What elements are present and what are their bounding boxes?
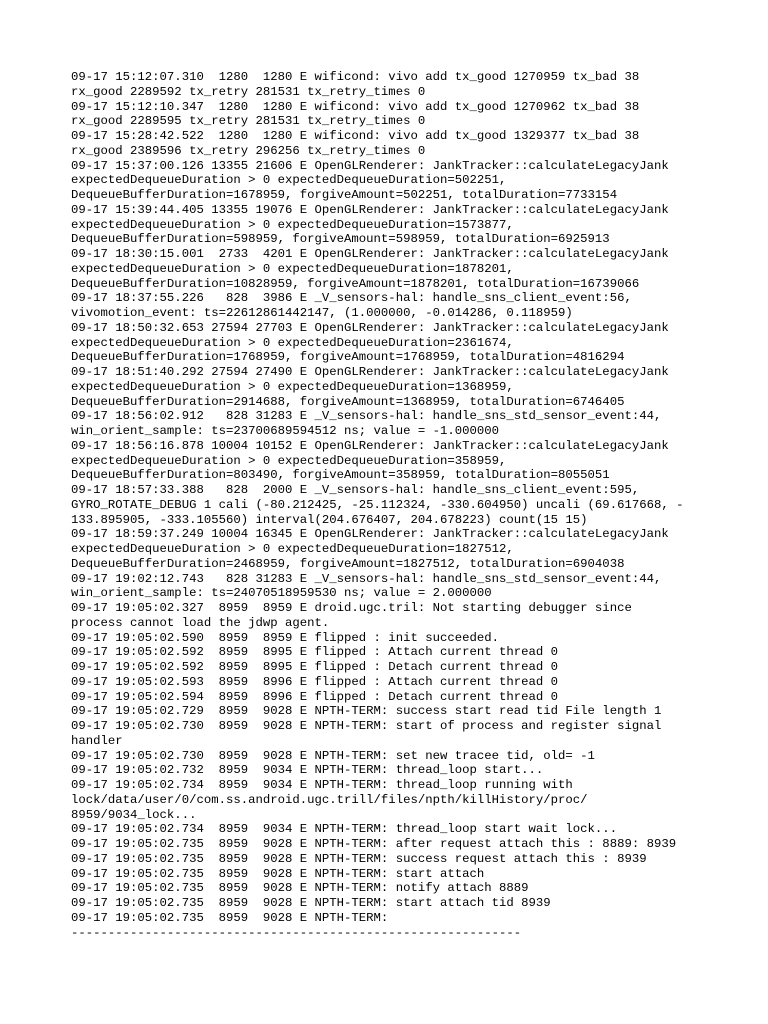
log-line: handler	[71, 733, 123, 748]
log-line: win_orient_sample: ts=24070518959530 ns; value = 2.000000	[71, 586, 492, 601]
log-line: DequeueBufferDuration=10828959, forgiveAmount=1878201, totalDuration=16739066	[71, 276, 640, 291]
log-line: expectedDequeueDuration > 0 expectedDequeueDuration=1573877,	[71, 217, 514, 232]
log-line: 09-17 18:51:40.292 27594 27490 E OpenGLRenderer: JankTracker::calculateLegacyJank	[71, 365, 669, 379]
log-line: expectedDequeueDuration > 0 expectedDequeueDuration=502251,	[71, 173, 507, 188]
log-line: 09-17 15:28:42.522 1280 1280 E wificond: vivo add tx_good 1329377 tx_bad 38	[71, 129, 640, 143]
log-line: DequeueBufferDuration=2914688, forgiveAmount=1368959, totalDuration=6746405	[71, 394, 625, 409]
log-line: expectedDequeueDuration > 0 expectedDequeueDuration=358959,	[71, 453, 507, 468]
log-line: 09-17 19:05:02.735 8959 9028 E NPTH-TERM: start attach tid 8939	[71, 896, 551, 910]
log-line: 09-17 18:37:55.226 828 3986 E _V_sensors-hal: handle_sns_client_event:56,	[71, 291, 632, 306]
log-line: rx_good 2289592 tx_retry 281531 tx_retry_times 0	[71, 84, 426, 99]
log-line: 09-17 18:56:16.878 10004 10152 E OpenGLRenderer: JankTracker::calculateLegacyJank	[71, 438, 669, 453]
log-line: 09-17 18:50:32.653 27594 27703 E OpenGLRenderer: JankTracker::calculateLegacyJank	[71, 320, 669, 335]
log-line: expectedDequeueDuration > 0 expectedDequeueDuration=1827512,	[71, 542, 514, 556]
log-line: 09-17 19:05:02.730 8959 9028 E NPTH-TERM: set new tracee tid, old= -1	[71, 748, 595, 763]
log-line: 09-17 19:05:02.735 8959 9028 E NPTH-TERM: after request attach this : 8889: 8939	[71, 837, 677, 851]
log-line: vivomotion_event: ts=22612861442147, (1.000000, -0.014286, 0.118959)	[71, 306, 573, 320]
log-line: 09-17 19:05:02.734 8959 9034 E NPTH-TERM: thread_loop running with	[71, 778, 573, 792]
log-line: 09-17 19:05:02.729 8959 9028 E NPTH-TERM: success start read tid File length 1	[71, 704, 662, 719]
log-line: lock/data/user/0/com.ss.android.ugc.trill/files/npth/killHistory/proc/	[71, 792, 588, 807]
log-line: 09-17 19:05:02.735 8959 9028 E NPTH-TERM:	[71, 910, 389, 925]
log-line: DequeueBufferDuration=598959, forgiveAmount=598959, totalDuration=6925913	[71, 232, 610, 247]
log-line: 09-17 19:05:02.735 8959 9028 E NPTH-TERM: start attach	[71, 866, 485, 881]
log-line: 09-17 15:39:44.405 13355 19076 E OpenGLRenderer: JankTracker::calculateLegacyJank	[71, 202, 669, 217]
log-line: win_orient_sample: ts=23700689594512 ns; value = -1.000000	[71, 424, 500, 438]
log-line: 09-17 18:56:02.912 828 31283 E _V_sensors-hal: handle_sns_std_sensor_event:44,	[71, 409, 662, 424]
log-line: 09-17 18:57:33.388 828 2000 E _V_sensors-hal: handle_sns_client_event:595,	[71, 483, 640, 497]
log-line: 09-17 19:05:02.735 8959 9028 E NPTH-TERM: success request attach this : 8939	[71, 851, 647, 866]
log-line: 09-17 19:05:02.594 8959 8996 E flipped : Detach current thread 0	[71, 689, 559, 704]
log-line: 09-17 18:59:37.249 10004 16345 E OpenGLRenderer: JankTracker::calculateLegacyJank	[71, 527, 669, 542]
log-line: 09-17 18:30:15.001 2733 4201 E OpenGLRenderer: JankTracker::calculateLegacyJank	[71, 247, 669, 261]
log-line: 09-17 19:05:02.327 8959 8959 E droid.ugc.tril: Not starting debugger since	[71, 601, 632, 615]
log-line: 09-17 15:12:07.310 1280 1280 E wificond: vivo add tx_good 1270959 tx_bad 38	[71, 70, 640, 84]
log-line: GYRO_ROTATE_DEBUG 1 cali (-80.212425, -25.112324, -330.604950) uncali (69.617668, -	[71, 497, 684, 512]
log-line: rx_good 2389596 tx_retry 296256 tx_retry_times 0	[71, 143, 426, 158]
log-line: expectedDequeueDuration > 0 expectedDequeueDuration=1368959,	[71, 379, 514, 394]
log-line: 09-17 15:37:00.126 13355 21606 E OpenGLRenderer: JankTracker::calculateLegacyJank	[71, 158, 669, 173]
log-line: 09-17 19:05:02.734 8959 9034 E NPTH-TERM: thread_loop start wait lock...	[71, 822, 618, 837]
log-line: 133.895905, -333.105560) interval(204.676407, 204.678223) count(15 15)	[71, 512, 588, 527]
log-line: 8959/9034_lock...	[71, 807, 197, 822]
log-line: 09-17 19:05:02.730 8959 9028 E NPTH-TERM: start of process and register signal	[71, 719, 662, 733]
log-line: expectedDequeueDuration > 0 expectedDequeueDuration=2361674,	[71, 335, 514, 350]
log-line: 09-17 19:05:02.590 8959 8959 E flipped : init succeeded.	[71, 630, 500, 645]
log-line: DequeueBufferDuration=803490, forgiveAmount=358959, totalDuration=8055051	[71, 468, 610, 483]
log-line: process cannot load the jdwp agent.	[71, 615, 330, 630]
log-line: 09-17 15:12:10.347 1280 1280 E wificond: vivo add tx_good 1270962 tx_bad 38	[71, 99, 640, 114]
log-line: rx_good 2289595 tx_retry 281531 tx_retry_times 0	[71, 114, 426, 129]
log-document	[71, 70, 721, 940]
log-line: 09-17 19:05:02.592 8959 8995 E flipped : Attach current thread 0	[71, 645, 559, 660]
log-line: -------------------------------------------------------------	[71, 925, 522, 940]
log-line: 09-17 19:05:02.732 8959 9034 E NPTH-TERM: thread_loop start...	[71, 763, 544, 778]
log-line: 09-17 19:02:12.743 828 31283 E _V_sensors-hal: handle_sns_std_sensor_event:44,	[71, 571, 662, 586]
log-line: 09-17 19:05:02.593 8959 8996 E flipped : Attach current thread 0	[71, 674, 559, 689]
log-line: DequeueBufferDuration=1678959, forgiveAmount=502251, totalDuration=7733154	[71, 188, 618, 202]
log-line: 09-17 19:05:02.592 8959 8995 E flipped : Detach current thread 0	[71, 660, 559, 674]
log-line: DequeueBufferDuration=2468959, forgiveAmount=1827512, totalDuration=6904038	[71, 556, 625, 571]
log-line: 09-17 19:05:02.735 8959 9028 E NPTH-TERM: notify attach 8889	[71, 881, 529, 896]
log-line: expectedDequeueDuration > 0 expectedDequeueDuration=1878201,	[71, 261, 514, 276]
log-line: DequeueBufferDuration=1768959, forgiveAmount=1768959, totalDuration=4816294	[71, 350, 625, 365]
